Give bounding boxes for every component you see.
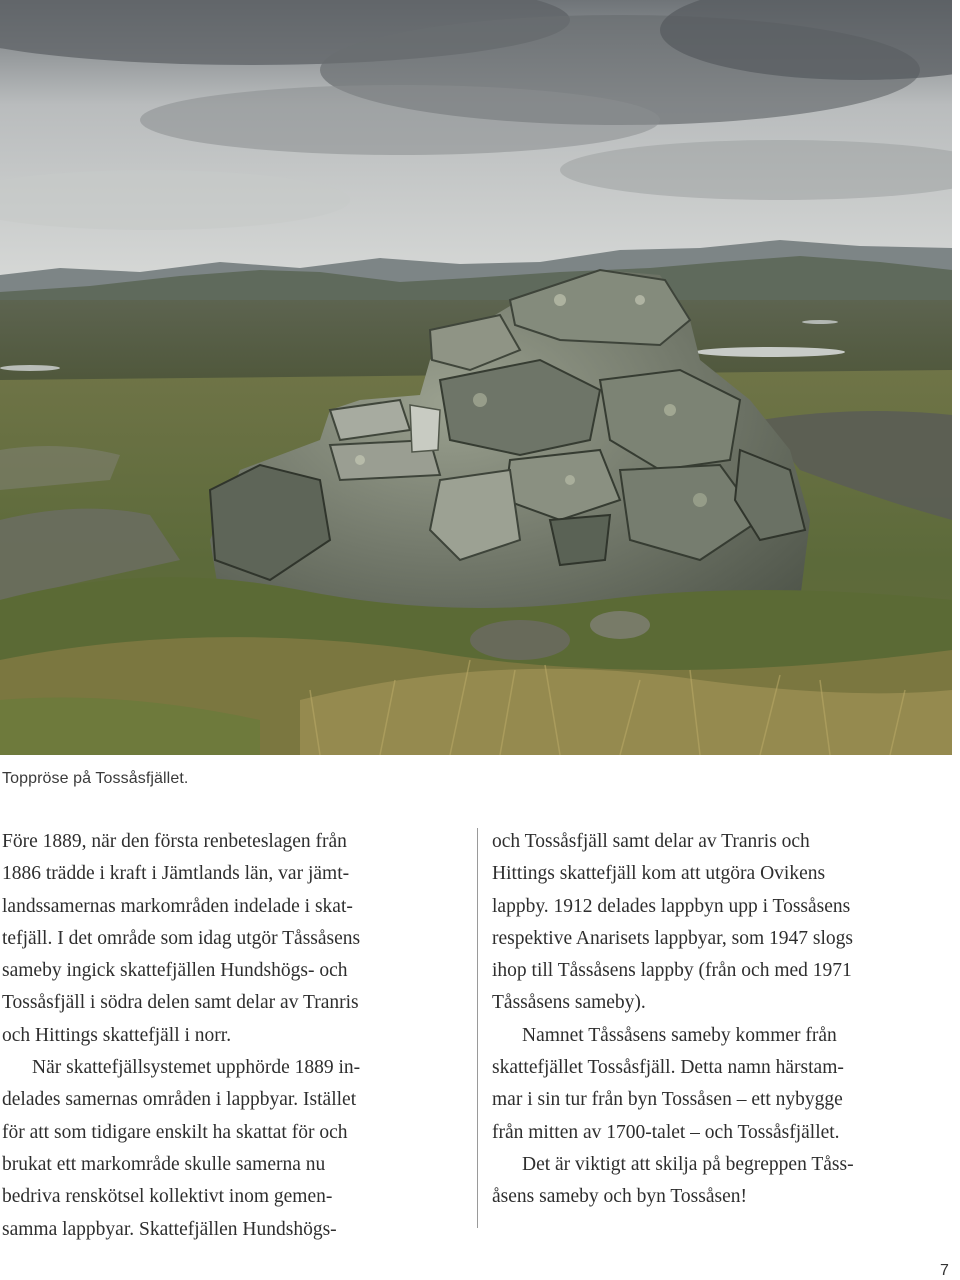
text-line: respektive Anarisets lappbyar, som 1947 slogs <box>492 927 853 949</box>
text-line: från mitten av 1700-talet – och Tossåsfjället. <box>492 1121 840 1143</box>
text-line: och Hittings skattefjäll i norr. <box>2 1024 232 1046</box>
text-column-right <box>492 826 960 1214</box>
text-line: brukat ett markområde skulle samerna nu <box>2 1153 326 1175</box>
paragraph <box>2 826 462 1052</box>
photo-caption: Toppröse på Tossåsfjället. <box>2 770 189 787</box>
text-line: Tåssåsens sameby). <box>492 992 646 1014</box>
text-line: Det är viktigt att skilja på begreppen Tåss- <box>522 1153 854 1175</box>
text-line: för att som tidigare enskilt ha skattat för och <box>2 1121 348 1143</box>
text-line: När skattefjällsystemet upphörde 1889 in- <box>32 1057 361 1079</box>
text-line: lappby. 1912 delades lappbyn upp i Tossåsens <box>492 895 851 917</box>
paragraph <box>492 1149 960 1214</box>
text-line: ihop till Tåssåsens lappby (från och med 1971 <box>492 960 852 982</box>
text-line: åsens sameby och byn Tossåsen! <box>492 1186 747 1208</box>
text-line: Namnet Tåssåsens sameby kommer från <box>522 1024 837 1046</box>
text-line: Före 1889, när den första renbeteslagen från <box>2 831 347 852</box>
text-line: mar i sin tur från byn Tossåsen – ett nybygge <box>492 1089 843 1111</box>
text-line: skattefjället Tossåsfjäll. Detta namn härstam- <box>492 1057 844 1079</box>
text-column-left <box>2 826 462 1246</box>
text-line: Hittings skattefjäll kom att utgöra Ovikens <box>492 863 826 885</box>
text-line: landssamernas markområden indelade i skat- <box>2 895 353 917</box>
paragraph <box>2 1052 462 1246</box>
text-line: sameby ingick skattefjällen Hundshögs- och <box>2 960 348 982</box>
paragraph <box>492 826 960 1020</box>
text-line: Tossåsfjäll i södra delen samt delar av Tranris <box>2 992 359 1014</box>
text-line: bedriva renskötsel kollektivt inom gemen- <box>2 1186 333 1208</box>
text-line: tefjäll. I det område som idag utgör Tåssåsens <box>2 927 361 949</box>
text-line: 1886 trädde i kraft i Jämtlands län, var jämt- <box>2 863 350 885</box>
paragraph <box>492 1020 960 1149</box>
text-line: delades samernas områden i lappbyar. Istället <box>2 1089 357 1111</box>
text-line: och Tossåsfjäll samt delar av Tranris och <box>492 831 810 852</box>
text-line: samma lappbyar. Skattefjällen Hundshögs- <box>2 1218 337 1240</box>
column-divider <box>477 828 478 1228</box>
page-number: 7 <box>940 1262 949 1279</box>
